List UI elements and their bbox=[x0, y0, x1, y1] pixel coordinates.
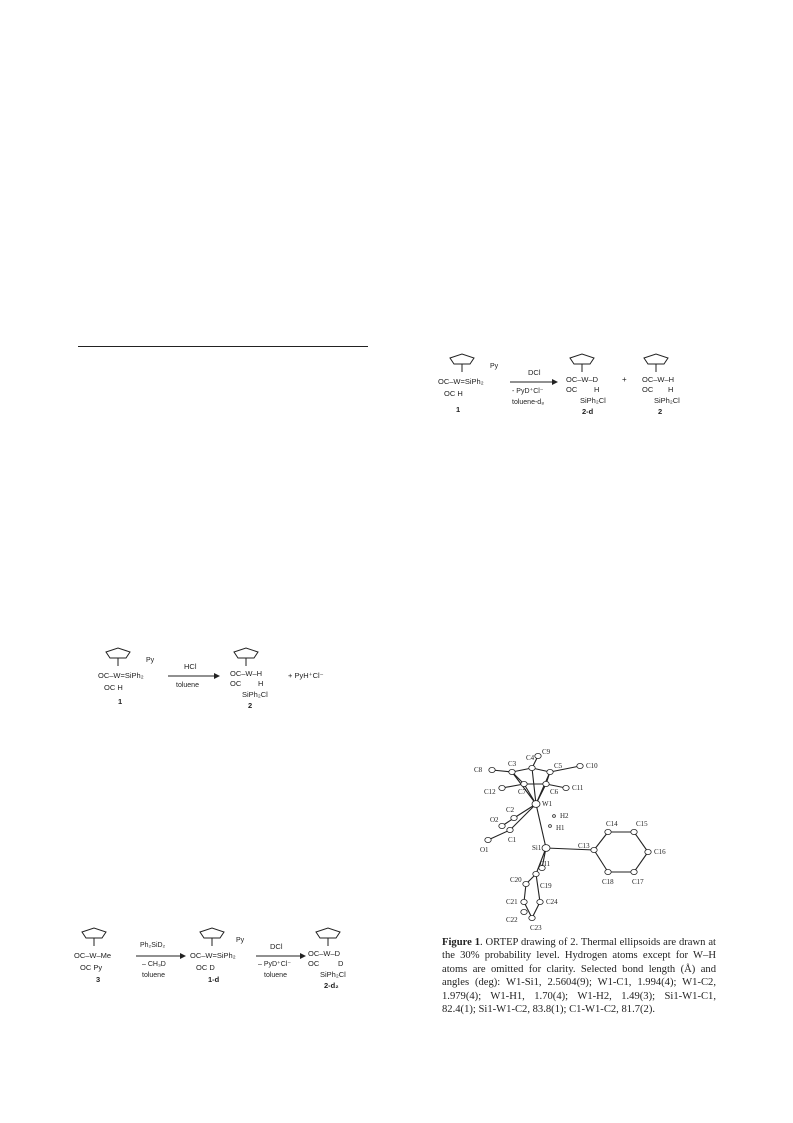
atom-c8 bbox=[489, 767, 495, 772]
product2-label: 2 bbox=[658, 407, 663, 416]
atom-c7 bbox=[521, 781, 527, 786]
atom-label-o2: O2 bbox=[490, 816, 499, 824]
atom-si1 bbox=[542, 845, 550, 852]
atom-label-cl1: Cl1 bbox=[540, 860, 551, 868]
end-label: 2-d₂ bbox=[324, 981, 339, 990]
atom-label-c21: C21 bbox=[506, 898, 518, 906]
reagent-below-1: - PyD⁺Cl⁻ bbox=[512, 388, 544, 395]
product2-silyl: SiPh₂Cl bbox=[654, 396, 680, 405]
atom-label-o1: O1 bbox=[480, 846, 489, 854]
atom-c4 bbox=[529, 765, 535, 770]
byproduct: + PyH⁺Cl⁻ bbox=[288, 671, 324, 680]
atom-c22 bbox=[521, 909, 527, 914]
atom-c18 bbox=[605, 869, 611, 874]
atom-label-c12: C12 bbox=[484, 788, 496, 796]
end-lower-right: D bbox=[338, 959, 344, 968]
cp-ring-icon bbox=[234, 648, 258, 666]
mid-py: Py bbox=[236, 937, 245, 944]
atom-label-c20: C20 bbox=[510, 876, 522, 884]
mid-core: OC–W=SiPh₂ bbox=[190, 951, 236, 960]
atom-label-c2: C2 bbox=[506, 806, 515, 814]
atom-label-c16: C16 bbox=[654, 848, 666, 856]
plus-sign: + bbox=[622, 375, 627, 384]
atom-c9 bbox=[535, 753, 541, 758]
atom-c23 bbox=[529, 915, 535, 920]
atom-label-c8: C8 bbox=[474, 766, 483, 774]
product-label: 2 bbox=[248, 701, 253, 710]
atom-c21 bbox=[521, 899, 527, 904]
product-lower-left: OC bbox=[230, 679, 242, 688]
ligand-py: Py bbox=[146, 657, 155, 664]
product1-lower-left: OC bbox=[566, 385, 578, 394]
step2-below: toluene bbox=[264, 972, 287, 979]
atom-c20 bbox=[523, 881, 529, 886]
scheme-deuterium-labeling bbox=[72, 920, 372, 1010]
atom-label-w1: W1 bbox=[542, 800, 553, 808]
product2-core: OC–W–H bbox=[642, 375, 675, 384]
product-lower-right: H bbox=[258, 679, 264, 688]
mid-label: 1-d bbox=[208, 975, 220, 984]
atom-label-c10: C10 bbox=[586, 762, 598, 770]
ortep-figure bbox=[462, 748, 722, 934]
atom-c12 bbox=[499, 785, 505, 790]
reagent-above: HCl bbox=[184, 662, 197, 671]
atom-label-c4: C4 bbox=[526, 754, 535, 762]
atom-c5 bbox=[547, 769, 553, 774]
atom-label-c17: C17 bbox=[632, 878, 644, 886]
cp-ring-icon bbox=[570, 354, 594, 372]
atom-c17 bbox=[631, 869, 637, 874]
step1-above: Ph₂SiD₂ bbox=[140, 942, 166, 949]
atom-c19 bbox=[533, 871, 539, 876]
ligand-py: Py bbox=[490, 363, 499, 370]
caption-text: . ORTEP drawing of 2. Thermal ellipsoids are drawn at the 30% probability level. Hydrogen atoms except for W–H atoms are omitted for clarity. Selected bond length (Å) and angles (deg): W1-Si1, 2.5604(9); W1-C1, 1.994(4); W1-C2, 1.979(4); W1-H1, 1.70(4); W1-H2, 1.49(3); Si1-W1-C1, 82.4(1); Si1-W1-C2, 83.8(1); C1-W1-C2, 81.7(2). bbox=[442, 937, 716, 1016]
step1-mid: – CH₃D bbox=[142, 961, 166, 968]
atom-label-h2: H2 bbox=[560, 812, 569, 820]
atom-label-h1: H1 bbox=[556, 824, 565, 832]
atom-label-c6: C6 bbox=[550, 788, 559, 796]
atom-label-c3: C3 bbox=[508, 760, 517, 768]
product1-label: 2-d bbox=[582, 407, 594, 416]
atom-h2 bbox=[553, 815, 556, 818]
reagent-below-2: toluene-d₈ bbox=[512, 399, 545, 406]
mid-lower: OC D bbox=[196, 963, 215, 972]
product-core: OC–W–H bbox=[230, 669, 263, 678]
atom-c16 bbox=[645, 849, 651, 854]
product2-lower-right: H bbox=[668, 385, 674, 394]
scheme-hcl bbox=[96, 640, 356, 730]
atom-label-c23: C23 bbox=[530, 924, 542, 932]
product1-silyl: SiPh₂Cl bbox=[580, 396, 606, 405]
atom-label-c13: C13 bbox=[578, 842, 590, 850]
start-lower: OC Py bbox=[80, 963, 103, 972]
atom-label-c1: C1 bbox=[508, 836, 517, 844]
atom-c2 bbox=[511, 815, 517, 820]
start-label: 3 bbox=[96, 975, 101, 984]
start-core: OC–W–Me bbox=[74, 951, 112, 960]
cp-ring-icon bbox=[82, 928, 106, 946]
cp-ring-icon bbox=[316, 928, 340, 946]
section-rule bbox=[78, 346, 368, 347]
atom-c15 bbox=[631, 829, 637, 834]
atom-label-c11: C11 bbox=[572, 784, 584, 792]
atom-label-c19: C19 bbox=[540, 882, 552, 890]
product-silyl: SiPh₂Cl bbox=[242, 690, 268, 699]
atom-c14 bbox=[605, 829, 611, 834]
cp-ring-icon bbox=[644, 354, 668, 372]
step1-below: toluene bbox=[142, 972, 165, 979]
atom-h1 bbox=[549, 825, 552, 828]
atom-c3 bbox=[509, 769, 515, 774]
reactant-core: OC–W=SiPh₂ bbox=[98, 671, 144, 680]
atom-c1 bbox=[507, 827, 513, 832]
step2-mid: – PyD⁺Cl⁻ bbox=[258, 961, 292, 968]
reactant-label: 1 bbox=[118, 697, 123, 706]
atom-label-c9: C9 bbox=[542, 748, 551, 756]
caption-label: Figure 1 bbox=[442, 937, 480, 948]
product1-core: OC–W–D bbox=[566, 375, 599, 384]
reactant-core: OC–W=SiPh₂ bbox=[438, 377, 484, 386]
reactant-lower: OC H bbox=[444, 389, 463, 398]
atom-o2 bbox=[499, 823, 505, 828]
atom-label-c7: C7 bbox=[518, 788, 527, 796]
end-core: OC–W–D bbox=[308, 949, 341, 958]
cp-ring-icon bbox=[450, 354, 474, 372]
figure-caption bbox=[442, 936, 716, 1016]
product1-lower-right: H bbox=[594, 385, 600, 394]
atom-c6 bbox=[543, 781, 549, 786]
reactant-lower: OC H bbox=[104, 683, 123, 692]
atom-label-si1: Si1 bbox=[532, 844, 542, 852]
atom-c11 bbox=[563, 785, 569, 790]
atom-w1 bbox=[532, 801, 540, 808]
end-silyl: SiPh₂Cl bbox=[320, 970, 346, 979]
atom-label-c5: C5 bbox=[554, 762, 563, 770]
cp-ring-icon bbox=[200, 928, 224, 946]
reactant-label: 1 bbox=[456, 405, 461, 414]
reagent-above: DCl bbox=[528, 368, 541, 377]
step2-above: DCl bbox=[270, 942, 283, 951]
atom-c24 bbox=[537, 899, 543, 904]
atom-label-c24: C24 bbox=[546, 898, 558, 906]
scheme-deuteration bbox=[432, 346, 722, 436]
atom-label-c18: C18 bbox=[602, 878, 614, 886]
atom-c10 bbox=[577, 763, 583, 768]
reagent-below: toluene bbox=[176, 682, 199, 689]
atom-label-c22: C22 bbox=[506, 916, 518, 924]
atom-label-c14: C14 bbox=[606, 820, 618, 828]
cp-ring-icon bbox=[106, 648, 130, 666]
atom-label-c15: C15 bbox=[636, 820, 648, 828]
atom-o1 bbox=[485, 837, 491, 842]
end-lower-left: OC bbox=[308, 959, 320, 968]
product2-lower-left: OC bbox=[642, 385, 654, 394]
atom-c13 bbox=[591, 847, 597, 852]
